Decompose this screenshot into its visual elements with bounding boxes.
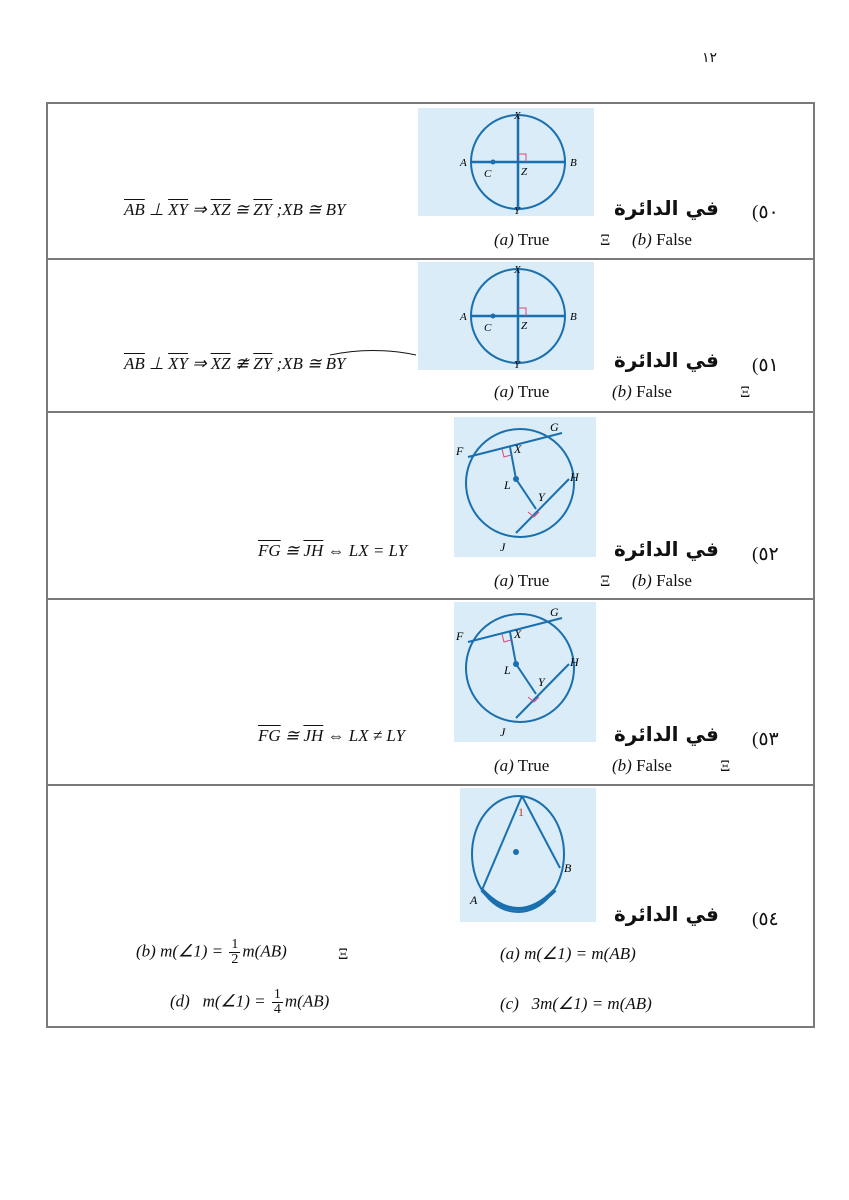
question-51 <box>48 260 813 413</box>
option-a[interactable]: (a) True <box>494 571 550 590</box>
statement: $\overline{AB}$ ⊥ $\overline{XY}$ ⇒ $\overline{XZ}$ ≇ $\overline{ZY}$ ;XB ≅ BY <box>124 354 346 373</box>
option-a[interactable]: (a) True <box>494 382 550 401</box>
option-a[interactable]: (a) True <box>494 230 550 249</box>
label-h: H <box>570 470 579 484</box>
option-b[interactable]: (b) False <box>612 382 672 401</box>
label-b: B <box>564 861 572 875</box>
question-number: ٥١) <box>752 355 779 376</box>
label-g: G <box>550 420 559 434</box>
label-l: L <box>504 478 511 492</box>
question-number: ٥٠) <box>752 202 779 223</box>
question-50 <box>48 104 813 260</box>
fraction-half: $\frac{1}{2}$ <box>231 937 239 967</box>
label-c: C <box>484 168 492 180</box>
answer-mark: Ξ <box>740 384 751 401</box>
label-y: Y <box>538 675 545 689</box>
label-a: A <box>460 311 467 323</box>
circle-chords-figure <box>454 602 596 742</box>
label-y: Y <box>514 205 521 216</box>
label-a: A <box>470 893 478 907</box>
label-f: F <box>456 444 464 458</box>
option-b[interactable]: (b) False <box>612 756 672 775</box>
label-y: Y <box>538 490 545 504</box>
answer-mark: Ξ <box>338 946 349 963</box>
label-l: L <box>504 663 511 677</box>
answer-mark: Ξ <box>600 232 611 249</box>
page-number: ١٢ <box>702 51 718 66</box>
label-j: J <box>500 540 506 554</box>
label-a: A <box>460 157 467 169</box>
question-53 <box>48 600 813 786</box>
question-number: ٥٤) <box>752 909 779 930</box>
in-circle-label: في الدائرة <box>614 537 719 561</box>
in-circle-label: في الدائرة <box>614 196 719 220</box>
label-x: X <box>514 264 521 276</box>
label-f: F <box>456 629 464 643</box>
label-b: B <box>570 311 577 323</box>
fraction-quarter: $\frac{1}{4}$ <box>273 987 281 1017</box>
label-j: J <box>500 725 506 739</box>
inscribed-angle-figure <box>460 788 596 922</box>
angle-1-label: 1 <box>518 805 524 819</box>
circle-diameter-figure <box>418 262 594 370</box>
label-g: G <box>550 605 559 619</box>
option-c[interactable]: (c) 3m(∠1) = m(AB) <box>500 994 652 1013</box>
label-h: H <box>570 655 579 669</box>
answer-mark: Ξ <box>600 573 611 590</box>
label-c: C <box>484 322 492 334</box>
label-y: Y <box>514 359 521 370</box>
statement: $\overline{AB}$ ⊥ $\overline{XY}$ ⇒ $\overline{XZ}$ ≅ $\overline{ZY}$ ;XB ≅ BY <box>124 200 346 219</box>
option-a[interactable]: (a) m(∠1) = m(AB) <box>500 944 636 963</box>
option-a[interactable]: (a) True <box>494 756 550 775</box>
option-d[interactable]: (d) m(∠1) = $\frac{1}{4}$ m(AB) <box>170 987 330 1017</box>
in-circle-label: في الدائرة <box>614 902 719 926</box>
statement: $\overline{FG}$ ≅ $\overline{JH}$ ⇔ LX ≠ LY <box>258 726 405 745</box>
circle-diameter-figure <box>418 108 594 216</box>
answer-mark: Ξ <box>720 758 731 775</box>
label-x: X <box>514 442 522 456</box>
in-circle-label: في الدائرة <box>614 722 719 746</box>
question-54 <box>48 786 813 1026</box>
question-table <box>46 102 815 1028</box>
question-number: ٥٢) <box>752 544 779 565</box>
option-b[interactable]: (b) False <box>632 571 692 590</box>
option-b[interactable]: (b) False <box>632 230 692 249</box>
label-x: X <box>514 627 522 641</box>
question-number: ٥٣) <box>752 729 779 750</box>
label-b: B <box>570 157 577 169</box>
question-52 <box>48 413 813 600</box>
option-b[interactable]: (b) m(∠1) = $\frac{1}{2}$ m(AB) <box>136 937 287 967</box>
statement: $\overline{FG}$ ≅ $\overline{JH}$ ⇔ LX = LY <box>258 541 408 560</box>
circle-chords-figure <box>454 417 596 557</box>
label-z: Z <box>521 166 528 178</box>
label-x: X <box>514 110 521 122</box>
label-z: Z <box>521 320 528 332</box>
in-circle-label: في الدائرة <box>614 348 719 372</box>
